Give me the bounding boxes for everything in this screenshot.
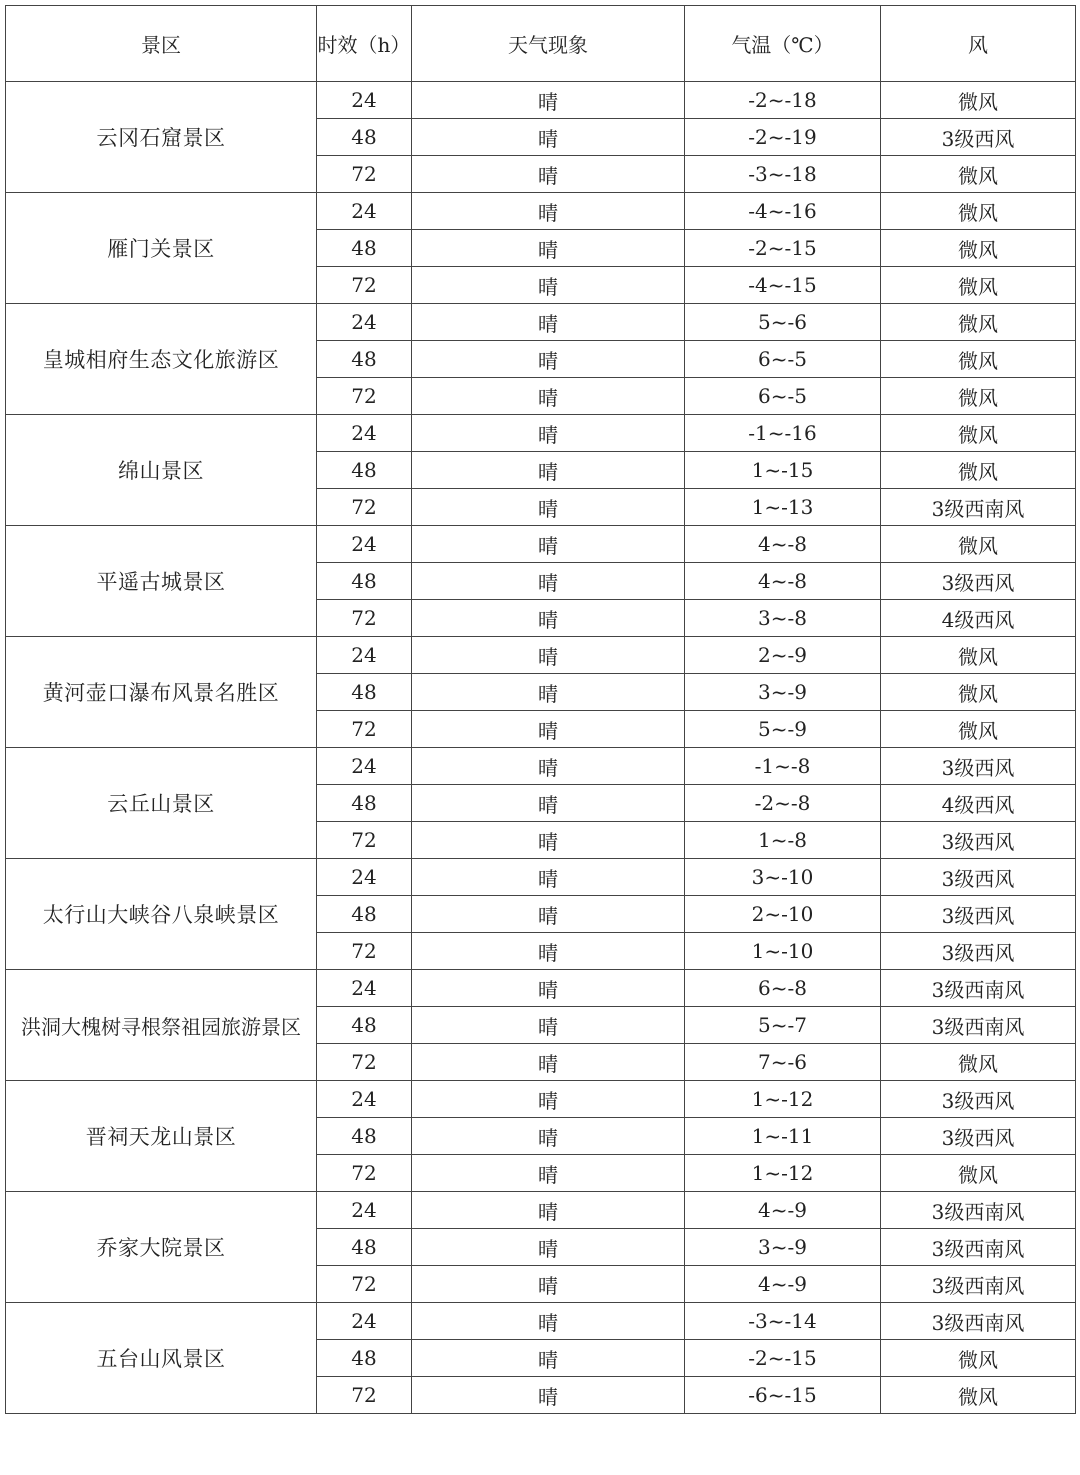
forecast-hours-cell: 48 (317, 119, 412, 156)
wind-cell: 微风 (881, 267, 1076, 304)
temperature-cell: 5~-6 (685, 304, 881, 341)
weather-cell: 晴 (412, 1007, 685, 1044)
weather-cell: 晴 (412, 600, 685, 637)
table-row (6, 415, 1076, 452)
header-hours: 时效（h） (317, 6, 412, 82)
table-row (6, 193, 1076, 230)
forecast-hours-cell: 72 (317, 267, 412, 304)
wind-cell: 微风 (881, 1155, 1076, 1192)
forecast-hours-cell: 48 (317, 230, 412, 267)
temperature-cell: 3~-9 (685, 1229, 881, 1266)
temperature-cell: -6~-15 (685, 1377, 881, 1414)
wind-cell: 微风 (881, 674, 1076, 711)
scenic-area-name: 乔家大院景区 (6, 1192, 317, 1303)
table-row (6, 637, 1076, 674)
forecast-hours-cell: 72 (317, 1155, 412, 1192)
forecast-hours-cell: 48 (317, 1340, 412, 1377)
scenic-area-name: 绵山景区 (6, 415, 317, 526)
temperature-cell: 1~-8 (685, 822, 881, 859)
temperature-cell: -2~-15 (685, 230, 881, 267)
wind-cell: 微风 (881, 452, 1076, 489)
wind-cell: 微风 (881, 341, 1076, 378)
forecast-hours-cell: 48 (317, 341, 412, 378)
forecast-hours-cell: 48 (317, 674, 412, 711)
table-row (6, 748, 1076, 785)
temperature-cell: 1~-10 (685, 933, 881, 970)
forecast-hours-cell: 72 (317, 156, 412, 193)
weather-cell: 晴 (412, 933, 685, 970)
temperature-cell: -2~-18 (685, 82, 881, 119)
temperature-cell: -4~-16 (685, 193, 881, 230)
weather-cell: 晴 (412, 193, 685, 230)
wind-cell: 4级西风 (881, 785, 1076, 822)
wind-cell: 3级西风 (881, 748, 1076, 785)
wind-cell: 微风 (881, 526, 1076, 563)
table-row (6, 1081, 1076, 1118)
table-body (6, 82, 1076, 1414)
header-temperature: 气温（℃） (685, 6, 881, 82)
forecast-hours-cell: 48 (317, 452, 412, 489)
wind-cell: 微风 (881, 1340, 1076, 1377)
table-row (6, 82, 1076, 119)
weather-cell: 晴 (412, 1340, 685, 1377)
wind-cell: 3级西风 (881, 563, 1076, 600)
weather-cell: 晴 (412, 1155, 685, 1192)
weather-cell: 晴 (412, 267, 685, 304)
temperature-cell: -1~-16 (685, 415, 881, 452)
weather-cell: 晴 (412, 1081, 685, 1118)
temperature-cell: 2~-10 (685, 896, 881, 933)
forecast-hours-cell: 24 (317, 1081, 412, 1118)
forecast-hours-cell: 72 (317, 489, 412, 526)
forecast-hours-cell: 72 (317, 378, 412, 415)
forecast-hours-cell: 24 (317, 415, 412, 452)
weather-cell: 晴 (412, 637, 685, 674)
header-wind: 风 (881, 6, 1076, 82)
scenic-area-forecast-table (5, 5, 1076, 1414)
wind-cell: 微风 (881, 82, 1076, 119)
forecast-hours-cell: 72 (317, 1044, 412, 1081)
forecast-hours-cell: 24 (317, 304, 412, 341)
table-row (6, 304, 1076, 341)
weather-cell: 晴 (412, 1229, 685, 1266)
forecast-hours-cell: 24 (317, 637, 412, 674)
wind-cell: 微风 (881, 230, 1076, 267)
forecast-hours-cell: 48 (317, 563, 412, 600)
forecast-hours-cell: 48 (317, 896, 412, 933)
temperature-cell: -2~-8 (685, 785, 881, 822)
forecast-hours-cell: 72 (317, 822, 412, 859)
header-weather: 天气现象 (412, 6, 685, 82)
weather-cell: 晴 (412, 859, 685, 896)
header-row (6, 6, 1076, 82)
forecast-hours-cell: 48 (317, 1118, 412, 1155)
weather-cell: 晴 (412, 748, 685, 785)
temperature-cell: 7~-6 (685, 1044, 881, 1081)
temperature-cell: 1~-11 (685, 1118, 881, 1155)
wind-cell: 3级西风 (881, 119, 1076, 156)
forecast-hours-cell: 72 (317, 1266, 412, 1303)
temperature-cell: 6~-8 (685, 970, 881, 1007)
temperature-cell: 1~-12 (685, 1155, 881, 1192)
wind-cell: 3级西风 (881, 933, 1076, 970)
table-header (6, 6, 1076, 82)
table-row (6, 526, 1076, 563)
forecast-hours-cell: 72 (317, 711, 412, 748)
scenic-area-name: 五台山风景区 (6, 1303, 317, 1414)
temperature-cell: -2~-15 (685, 1340, 881, 1377)
scenic-area-name: 晋祠天龙山景区 (6, 1081, 317, 1192)
scenic-area-name: 云冈石窟景区 (6, 82, 317, 193)
temperature-cell: 4~-8 (685, 563, 881, 600)
forecast-hours-cell: 48 (317, 1007, 412, 1044)
forecast-hours-cell: 24 (317, 1303, 412, 1340)
wind-cell: 3级西风 (881, 1081, 1076, 1118)
temperature-cell: 1~-15 (685, 452, 881, 489)
forecast-hours-cell: 24 (317, 526, 412, 563)
wind-cell: 微风 (881, 378, 1076, 415)
wind-cell: 3级西南风 (881, 970, 1076, 1007)
scenic-area-name: 洪洞大槐树寻根祭祖园旅游景区 (6, 970, 317, 1081)
temperature-cell: -3~-14 (685, 1303, 881, 1340)
wind-cell: 3级西南风 (881, 1192, 1076, 1229)
wind-cell: 3级西风 (881, 896, 1076, 933)
forecast-hours-cell: 72 (317, 933, 412, 970)
wind-cell: 微风 (881, 193, 1076, 230)
wind-cell: 4级西风 (881, 600, 1076, 637)
weather-cell: 晴 (412, 82, 685, 119)
temperature-cell: 4~-9 (685, 1192, 881, 1229)
scenic-area-name: 皇城相府生态文化旅游区 (6, 304, 317, 415)
weather-cell: 晴 (412, 1192, 685, 1229)
forecast-hours-cell: 48 (317, 1229, 412, 1266)
wind-cell: 3级西南风 (881, 1229, 1076, 1266)
table-row (6, 1303, 1076, 1340)
weather-cell: 晴 (412, 119, 685, 156)
weather-cell: 晴 (412, 1118, 685, 1155)
forecast-hours-cell: 24 (317, 1192, 412, 1229)
wind-cell: 微风 (881, 156, 1076, 193)
table-row (6, 970, 1076, 1007)
wind-cell: 微风 (881, 1044, 1076, 1081)
weather-cell: 晴 (412, 711, 685, 748)
scenic-area-name: 黄河壶口瀑布风景名胜区 (6, 637, 317, 748)
wind-cell: 3级西南风 (881, 1303, 1076, 1340)
wind-cell: 3级西南风 (881, 489, 1076, 526)
wind-cell: 微风 (881, 304, 1076, 341)
weather-cell: 晴 (412, 1266, 685, 1303)
weather-cell: 晴 (412, 526, 685, 563)
weather-cell: 晴 (412, 1303, 685, 1340)
temperature-cell: 3~-10 (685, 859, 881, 896)
temperature-cell: -4~-15 (685, 267, 881, 304)
forecast-hours-cell: 24 (317, 193, 412, 230)
scenic-area-name: 云丘山景区 (6, 748, 317, 859)
weather-cell: 晴 (412, 785, 685, 822)
temperature-cell: 3~-8 (685, 600, 881, 637)
wind-cell: 3级西风 (881, 859, 1076, 896)
weather-cell: 晴 (412, 341, 685, 378)
weather-cell: 晴 (412, 970, 685, 1007)
table-row (6, 859, 1076, 896)
temperature-cell: 6~-5 (685, 378, 881, 415)
forecast-hours-cell: 48 (317, 785, 412, 822)
weather-cell: 晴 (412, 378, 685, 415)
weather-cell: 晴 (412, 896, 685, 933)
forecast-hours-cell: 72 (317, 1377, 412, 1414)
wind-cell: 3级西风 (881, 822, 1076, 859)
temperature-cell: -3~-18 (685, 156, 881, 193)
temperature-cell: 4~-9 (685, 1266, 881, 1303)
forecast-hours-cell: 72 (317, 600, 412, 637)
weather-cell: 晴 (412, 822, 685, 859)
temperature-cell: 2~-9 (685, 637, 881, 674)
wind-cell: 3级西风 (881, 1118, 1076, 1155)
table-row (6, 1192, 1076, 1229)
temperature-cell: -1~-8 (685, 748, 881, 785)
weather-cell: 晴 (412, 415, 685, 452)
temperature-cell: 6~-5 (685, 341, 881, 378)
forecast-hours-cell: 24 (317, 82, 412, 119)
temperature-cell: 5~-7 (685, 1007, 881, 1044)
scenic-area-name: 雁门关景区 (6, 193, 317, 304)
weather-cell: 晴 (412, 1044, 685, 1081)
forecast-hours-cell: 24 (317, 748, 412, 785)
scenic-area-name: 平遥古城景区 (6, 526, 317, 637)
weather-cell: 晴 (412, 489, 685, 526)
weather-cell: 晴 (412, 304, 685, 341)
forecast-hours-cell: 24 (317, 859, 412, 896)
weather-cell: 晴 (412, 156, 685, 193)
weather-cell: 晴 (412, 674, 685, 711)
weather-cell: 晴 (412, 230, 685, 267)
weather-cell: 晴 (412, 1377, 685, 1414)
temperature-cell: -2~-19 (685, 119, 881, 156)
wind-cell: 3级西南风 (881, 1266, 1076, 1303)
temperature-cell: 1~-13 (685, 489, 881, 526)
wind-cell: 3级西南风 (881, 1007, 1076, 1044)
temperature-cell: 3~-9 (685, 674, 881, 711)
wind-cell: 微风 (881, 415, 1076, 452)
temperature-cell: 5~-9 (685, 711, 881, 748)
wind-cell: 微风 (881, 637, 1076, 674)
weather-cell: 晴 (412, 563, 685, 600)
temperature-cell: 4~-8 (685, 526, 881, 563)
scenic-area-name: 太行山大峡谷八泉峡景区 (6, 859, 317, 970)
header-area: 景区 (6, 6, 317, 82)
temperature-cell: 1~-12 (685, 1081, 881, 1118)
wind-cell: 微风 (881, 711, 1076, 748)
forecast-hours-cell: 24 (317, 970, 412, 1007)
weather-cell: 晴 (412, 452, 685, 489)
wind-cell: 微风 (881, 1377, 1076, 1414)
